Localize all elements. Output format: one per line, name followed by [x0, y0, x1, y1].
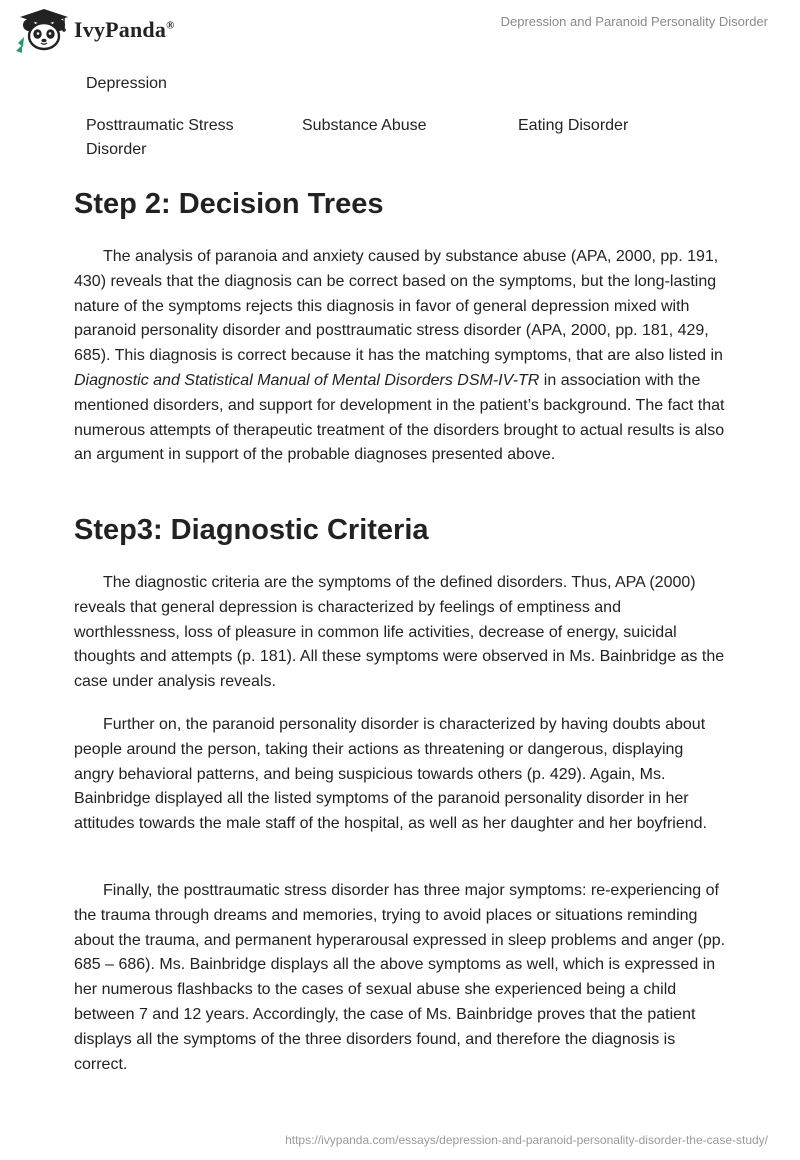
disorder-item: Posttraumatic Stress Disorder [86, 117, 234, 158]
source-url-link[interactable]: https://ivypanda.com/essays/depression-and-paranoid-personality-disorder-the-case-study/ [285, 1133, 768, 1147]
section-heading-diagnostic-criteria: Step3: Diagnostic Criteria [74, 514, 429, 546]
paragraph-ptsd-criteria: Finally, the posttraumatic stress disorder has three major symptoms: re-experiencing of the trauma through dreams and memories, trying to avoid places or situations reminding about the trauma, and permanent hyperarousal expressed in sleep problems and anger (pp. 685 – 686). Ms. Bainbridge displays all the above symptoms as well, which is expressed in her numerous flashbacks to the cases of sexual abuse she experienced being a child between 7 and 12 years. Accordingly, the case of Ms. Bainbridge proves that the patient displays all the symptoms of the three disorders found, and therefore the diagnosis is correct. [74, 882, 726, 1073]
brand-name: IvyPanda® [74, 17, 175, 42]
disorder-list-row-1 [86, 72, 167, 96]
paragraph-paranoid-criteria: Further on, the paranoid personality disorder is characterized by having doubts about people around the person, taking their actions as threatening or dangerous, displaying angry behavioral patterns, and being suspicious towards others (p. 429). Again, Ms. Bainbridge displayed all the listed symptoms of the paranoid personality disorder in her attitudes towards the male staff of the hospital, as well as her daughter and her boyfriend. [74, 716, 707, 833]
disorder-item: Substance Abuse [302, 117, 427, 134]
ivypanda-logo[interactable] [14, 10, 175, 50]
panda-graduate-icon [14, 7, 70, 53]
page-header [0, 0, 800, 64]
book-title: Diagnostic and Statistical Manual of Mental Disorders DSM-IV-TR [74, 371, 540, 389]
section-heading-decision-trees: Step 2: Decision Trees [74, 188, 384, 220]
disorder-item: Depression [86, 75, 167, 92]
paragraph-depression-criteria: The diagnostic criteria are the symptoms of the defined disorders. Thus, APA (2000) reveals that general depression is characterized by feelings of emptiness and worthlessness, loss of pleasure in common life activities, decrease of energy, suicidal thoughts and attempts (p. 181). All these symptoms were observed in Ms. Bainbridge as the case under analysis reveals. [74, 574, 725, 691]
disorder-item: Eating Disorder [518, 117, 629, 134]
paragraph-decision-trees: The analysis of paranoia and anxiety caused by substance abuse (APA, 2000, pp. 191, 430) reveals that the diagnosis can be correct based on the symptoms, but the long-lasting nature of the symptoms rejects this diagnosis in favor of general depression mixed with paranoid personality disorder and posttraumatic stress disorder (APA, 2000, pp. 181, 429, 685). This diagnosis is correct because it has the matching symptoms, that are also listed in Diagnostic and Statistical Manual of Mental Disorders DSM-IV-TR in association with the mentioned disorders, and support for development in the patient’s background. The fact that numerous attempts of therapeutic treatment of the disorders brought to actual results is also an argument in support of the probable diagnoses presented above. [74, 248, 725, 464]
document-title: Depression and Paranoid Personality Disorder [500, 14, 768, 29]
